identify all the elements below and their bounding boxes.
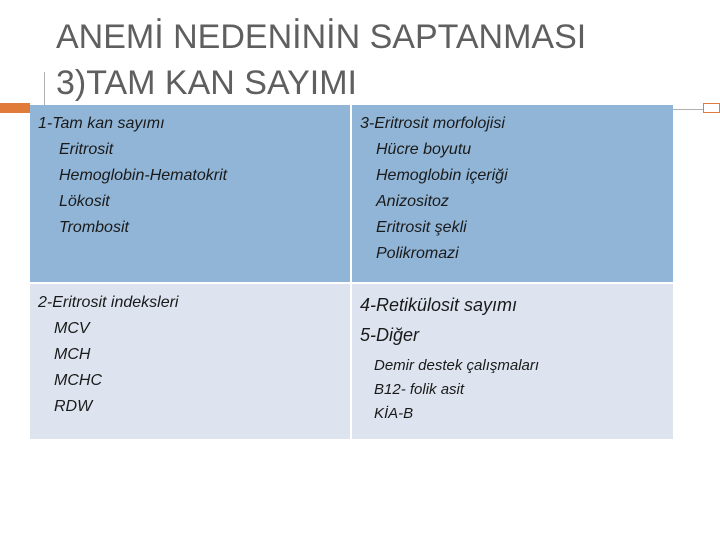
slide-title [56,14,696,106]
list-item: MCH [54,346,91,363]
cell-heading: 2-Eritrosit indeksleri [38,294,179,311]
cell-heading: 1-Tam kan sayımı [38,115,165,132]
list-item: Trombosit [59,219,129,236]
accent-bar-left [0,103,30,113]
list-item: Hücre boyutu [376,141,472,158]
list-item: Anizositoz [376,193,449,210]
accent-box-right [703,103,720,113]
title-line-1: ANEMİ NEDENİNİN SAPTANMASI [56,18,587,56]
list-item: KİA-B [374,405,414,422]
list-item: B12- folik asit [374,381,465,398]
list-item: MCHC [54,372,102,389]
table-cell-cbc [30,105,352,284]
list-item: MCV [54,320,90,337]
cell-heading-reticulocyte: 4-Retikülosit sayımı [360,295,518,315]
list-item: Polikromazi [376,245,459,262]
title-line-2: 3)TAM KAN SAYIMI [56,64,358,102]
cell-heading-other: 5-Diğer [360,325,420,345]
list-item: Lökosit [59,193,110,210]
list-item: Eritrosit şekli [376,219,467,236]
list-item: Hemoglobin-Hematokrit [59,167,228,184]
list-item: Hemoglobin içeriği [376,167,508,184]
list-item: RDW [54,398,93,415]
list-item: Eritrosit [59,141,114,158]
table-cell-morphology [352,105,673,284]
table-cell-other [352,284,673,439]
list-item: Demir destek çalışmaları [374,357,540,374]
table-cell-indices [30,284,352,439]
cell-heading: 3-Eritrosit morfolojisi [360,115,505,132]
info-table [30,105,673,439]
